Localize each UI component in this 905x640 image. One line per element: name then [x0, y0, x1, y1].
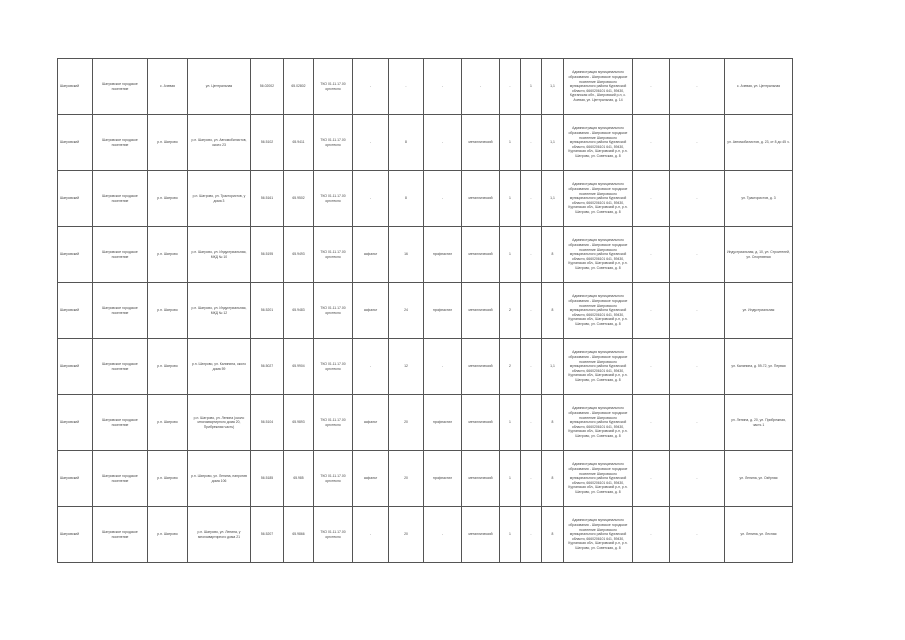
- notes-cell: -: [670, 507, 725, 563]
- served-objects-cell: ул. Индустриальная: [725, 283, 793, 339]
- locality-cell: р.п. Шатрово: [148, 227, 188, 283]
- district-cell: Шатровский: [58, 395, 93, 451]
- container-material-cell: металлический: [462, 115, 500, 171]
- volume-cell: 1,1: [542, 171, 564, 227]
- served-objects-cell: ул. Ленина, ул. Озёрная: [725, 451, 793, 507]
- area-cell: 8: [389, 115, 424, 171]
- settlement-cell: Шатровское городское поселение: [93, 283, 148, 339]
- surface-cell: асфальт: [353, 283, 389, 339]
- owner-extra-cell: -: [633, 507, 670, 563]
- container-material-cell: металлический: [462, 451, 500, 507]
- owner-extra-cell: -: [633, 115, 670, 171]
- notes-cell: -: [670, 115, 725, 171]
- table-row: [58, 339, 793, 395]
- owner-cell: Администрация муниципального образования - Шатровское городское поселение Шатровского муниципального района Курганской области, 6660206101 641, 59430, Курганская обл., Шатровский р-н, р.п. Шатрово, ул. Советская, д. 8: [564, 395, 633, 451]
- fence-cell: -: [424, 507, 462, 563]
- notes-cell: -: [670, 59, 725, 115]
- container-count-cell: -: [500, 59, 521, 115]
- locality-cell: р.п. Шатрово: [148, 115, 188, 171]
- owner-extra-cell: -: [633, 227, 670, 283]
- volume-cell: 1,1: [542, 339, 564, 395]
- longitude-cell: 65.985: [284, 451, 314, 507]
- notes-cell: -: [670, 451, 725, 507]
- surface-cell: -: [353, 171, 389, 227]
- district-cell: Шатровский: [58, 115, 93, 171]
- volume-cell: 8: [542, 227, 564, 283]
- locality-cell: р.п. Шатрово: [148, 283, 188, 339]
- settlement-cell: Шатровское городское поселение: [93, 171, 148, 227]
- table-row: [58, 395, 793, 451]
- district-cell: Шатровский: [58, 507, 93, 563]
- district-cell: Шатровский: [58, 339, 93, 395]
- locality-cell: р.п. Шатрово: [148, 451, 188, 507]
- longitude-cell: 65.9483: [284, 283, 314, 339]
- latitude-cell: 56.5027: [251, 339, 284, 395]
- settlement-cell: Шатровское городское поселение: [93, 451, 148, 507]
- address-cell: р.п. Шатрово, ул. Индустриальная, МКД № 12: [188, 283, 251, 339]
- fence-cell: профнастил: [424, 395, 462, 451]
- surface-cell: асфальт: [353, 395, 389, 451]
- served-objects-cell: с. Ачевая, ул. Центральная: [725, 59, 793, 115]
- address-cell: р.п. Шатрово, ул. Ленина, напротив дома 106: [188, 451, 251, 507]
- fence-cell: -: [424, 59, 462, 115]
- area-cell: -: [389, 59, 424, 115]
- register-table: [57, 58, 793, 563]
- notes-cell: -: [670, 171, 725, 227]
- owner-extra-cell: -: [633, 395, 670, 451]
- planned-count-cell: -: [521, 395, 542, 451]
- container-material-cell: металлический: [462, 227, 500, 283]
- owner-cell: Администрация муниципального образования - Шатровское городское поселение Шатровского муниципального района Курганской области, 6660206101 641, 59430, Курганская обл., Шатровский р-н, р.п. Шатрово, ул. Советская, д. 8: [564, 507, 633, 563]
- volume-cell: 8: [542, 283, 564, 339]
- locality-cell: р.п. Шатрово: [148, 507, 188, 563]
- container-material-cell: металлический: [462, 171, 500, 227]
- owner-extra-cell: -: [633, 283, 670, 339]
- surface-cell: -: [353, 115, 389, 171]
- planned-count-cell: -: [521, 339, 542, 395]
- area-cell: 8: [389, 171, 424, 227]
- fence-cell: профнастил: [424, 283, 462, 339]
- longitude-cell: 65.9411: [284, 115, 314, 171]
- planned-count-cell: -: [521, 115, 542, 171]
- district-cell: Шатровский: [58, 451, 93, 507]
- latitude-cell: 56.5195: [251, 227, 284, 283]
- address-cell: р.п. Шатрово, ул. Индустриальная, МКД № 10: [188, 227, 251, 283]
- longitude-cell: 65.9502: [284, 171, 314, 227]
- area-cell: 24: [389, 283, 424, 339]
- notes-cell: -: [670, 227, 725, 283]
- waste-code-cell: ТКО 01.11.17.00 оргстекло: [314, 451, 353, 507]
- container-count-cell: 1: [500, 395, 521, 451]
- planned-count-cell: -: [521, 227, 542, 283]
- container-count-cell: 2: [500, 283, 521, 339]
- address-cell: р.п. Шатрово, ул. Автомобилистов, около 23: [188, 115, 251, 171]
- container-count-cell: 1: [500, 115, 521, 171]
- waste-code-cell: ТКО 01.11.17.00 оргстекло: [314, 171, 353, 227]
- settlement-cell: Шатровское городское поселение: [93, 59, 148, 115]
- notes-cell: -: [670, 283, 725, 339]
- owner-cell: Администрация муниципального образования - Шатровское городское поселение Шатровского муниципального района Курганской области, 6660206101 641, 59430, Курганская обл., Шатровский р-н, р.п. Шатрово, ул. Советская, д. 8: [564, 451, 633, 507]
- owner-extra-cell: -: [633, 59, 670, 115]
- district-cell: Шатровский: [58, 59, 93, 115]
- settlement-cell: Шатровское городское поселение: [93, 507, 148, 563]
- surface-cell: асфальт: [353, 227, 389, 283]
- latitude-cell: 56.5185: [251, 451, 284, 507]
- settlement-cell: Шатровское городское поселение: [93, 395, 148, 451]
- container-material-cell: металлический: [462, 339, 500, 395]
- latitude-cell: 56.5201: [251, 283, 284, 339]
- address-cell: р.п. Шатрово, ул. Трактористов, у дома 3: [188, 171, 251, 227]
- owner-extra-cell: -: [633, 339, 670, 395]
- surface-cell: -: [353, 59, 389, 115]
- table-row: [58, 451, 793, 507]
- surface-cell: -: [353, 507, 389, 563]
- volume-cell: 8: [542, 507, 564, 563]
- latitude-cell: 56.5104: [251, 395, 284, 451]
- container-count-cell: 1: [500, 171, 521, 227]
- served-objects-cell: ул. Ленина, ул. Лесная: [725, 507, 793, 563]
- owner-extra-cell: -: [633, 451, 670, 507]
- settlement-cell: Шатровское городское поселение: [93, 339, 148, 395]
- served-objects-cell: Индустриальная, д. 10, ул. Строителей, ул. Спортивная: [725, 227, 793, 283]
- owner-extra-cell: -: [633, 171, 670, 227]
- served-objects-cell: ул. Ленина, д. 20, ул. Прибрежная, часть 1: [725, 395, 793, 451]
- fence-cell: -: [424, 115, 462, 171]
- table-row: [58, 59, 793, 115]
- longitude-cell: 65.9893: [284, 395, 314, 451]
- notes-cell: -: [670, 339, 725, 395]
- longitude-cell: 65.02802: [284, 59, 314, 115]
- owner-cell: Администрация муниципального образования - Шатровское городское поселение Шатровского муниципального района Курганской области, 6660206101 641, 59430, Курганская обл., Шатровский р-н, р.п. Шатрово, ул. Советская, д. 8: [564, 283, 633, 339]
- fence-cell: -: [424, 171, 462, 227]
- container-material-cell: металлический: [462, 283, 500, 339]
- waste-code-cell: ТКО 01.11.17.00 оргстекло: [314, 507, 353, 563]
- waste-code-cell: ТКО 01.11.17.00 оргстекло: [314, 59, 353, 115]
- notes-cell: -: [670, 395, 725, 451]
- container-material-cell: -: [462, 59, 500, 115]
- volume-cell: 1,1: [542, 59, 564, 115]
- volume-cell: 1,1: [542, 115, 564, 171]
- waste-code-cell: ТКО 01.11.17.00 оргстекло: [314, 115, 353, 171]
- area-cell: 20: [389, 395, 424, 451]
- fence-cell: профнастил: [424, 227, 462, 283]
- waste-code-cell: ТКО 01.11.17.00 оргстекло: [314, 339, 353, 395]
- settlement-cell: Шатровское городское поселение: [93, 227, 148, 283]
- latitude-cell: 56.5161: [251, 171, 284, 227]
- container-count-cell: 1: [500, 507, 521, 563]
- latitude-cell: 56.02002: [251, 59, 284, 115]
- table-body: [58, 59, 793, 563]
- fence-cell: профнастил: [424, 451, 462, 507]
- area-cell: 20: [389, 451, 424, 507]
- latitude-cell: 56.5207: [251, 507, 284, 563]
- district-cell: Шатровский: [58, 283, 93, 339]
- area-cell: 12: [389, 339, 424, 395]
- container-material-cell: металлический: [462, 507, 500, 563]
- locality-cell: р.п. Шатрово: [148, 339, 188, 395]
- planned-count-cell: 1: [521, 59, 542, 115]
- locality-cell: р.п. Шатрово: [148, 395, 188, 451]
- locality-cell: с. Ачевая: [148, 59, 188, 115]
- table-row: [58, 115, 793, 171]
- container-material-cell: металлический: [462, 395, 500, 451]
- waste-code-cell: ТКО 01.11.17.00 оргстекло: [314, 395, 353, 451]
- container-count-cell: 1: [500, 451, 521, 507]
- planned-count-cell: -: [521, 171, 542, 227]
- volume-cell: 8: [542, 451, 564, 507]
- planned-count-cell: -: [521, 283, 542, 339]
- latitude-cell: 56.5102: [251, 115, 284, 171]
- table-row: [58, 283, 793, 339]
- address-cell: ул. Центральная: [188, 59, 251, 115]
- served-objects-cell: ул. Трактористов, д. 3: [725, 171, 793, 227]
- container-count-cell: 1: [500, 227, 521, 283]
- owner-cell: Администрация муниципального образования - Шатровское городское поселение Шатровского муниципального района Курганской области, 6660206101 641, 59430, Курганская обл., Шатровский р-н, р.п. Шатрово, ул. Советская, д. 8: [564, 339, 633, 395]
- area-cell: 20: [389, 507, 424, 563]
- served-objects-cell: ул. Калинина, д. 59-72, ул. Первая: [725, 339, 793, 395]
- surface-cell: -: [353, 339, 389, 395]
- longitude-cell: 65.9904: [284, 339, 314, 395]
- planned-count-cell: -: [521, 507, 542, 563]
- owner-cell: Администрация муниципального образования - Шатровское городское поселение Шатровского муниципального района Курганской области, 6660206101 641, 59430, Курганская обл., Шатровский р-н, р.п. Шатрово, ул. Советская, д. 8: [564, 115, 633, 171]
- table-row: [58, 227, 793, 283]
- address-cell: р.п. Шатрово, ул. Ленина (около многоквартирного дома 20, Прибрежная часть): [188, 395, 251, 451]
- owner-cell: Администрация муниципального образования - Шатровское городское поселение Шатровского муниципального района Курганской области, 6660206101 641, 59430, Курганская обл., Шатровский р-н, с. Ачевая, ул. Центральная, д. 14: [564, 59, 633, 115]
- longitude-cell: 65.9866: [284, 507, 314, 563]
- owner-cell: Администрация муниципального образования - Шатровское городское поселение Шатровского муниципального района Курганской области, 6660206101 641, 59430, Курганская обл., Шатровский р-н, р.п. Шатрово, ул. Советская, д. 8: [564, 171, 633, 227]
- address-cell: р.п. Шатрово, ул. Калинина, около дома 59: [188, 339, 251, 395]
- address-cell: р.п. Шатрово, ул. Ленина, у многоквартирного дома 21: [188, 507, 251, 563]
- surface-cell: асфальт: [353, 451, 389, 507]
- longitude-cell: 65.9493: [284, 227, 314, 283]
- owner-cell: Администрация муниципального образования - Шатровское городское поселение Шатровского муниципального района Курганской области, 6660206101 641, 59430, Курганская обл., Шатровский р-н, р.п. Шатрово, ул. Советская, д. 8: [564, 227, 633, 283]
- settlement-cell: Шатровское городское поселение: [93, 115, 148, 171]
- fence-cell: -: [424, 339, 462, 395]
- volume-cell: 8: [542, 395, 564, 451]
- planned-count-cell: -: [521, 451, 542, 507]
- district-cell: Шатровский: [58, 227, 93, 283]
- area-cell: 16: [389, 227, 424, 283]
- waste-code-cell: ТКО 01.11.17.00 оргстекло: [314, 227, 353, 283]
- container-count-cell: 2: [500, 339, 521, 395]
- table-row: [58, 507, 793, 563]
- district-cell: Шатровский: [58, 171, 93, 227]
- locality-cell: р.п. Шатрово: [148, 171, 188, 227]
- table-row: [58, 171, 793, 227]
- waste-code-cell: ТКО 01.11.17.00 оргстекло: [314, 283, 353, 339]
- served-objects-cell: ул. Автомобилистов, д. 23, от 8 до 45 ч.: [725, 115, 793, 171]
